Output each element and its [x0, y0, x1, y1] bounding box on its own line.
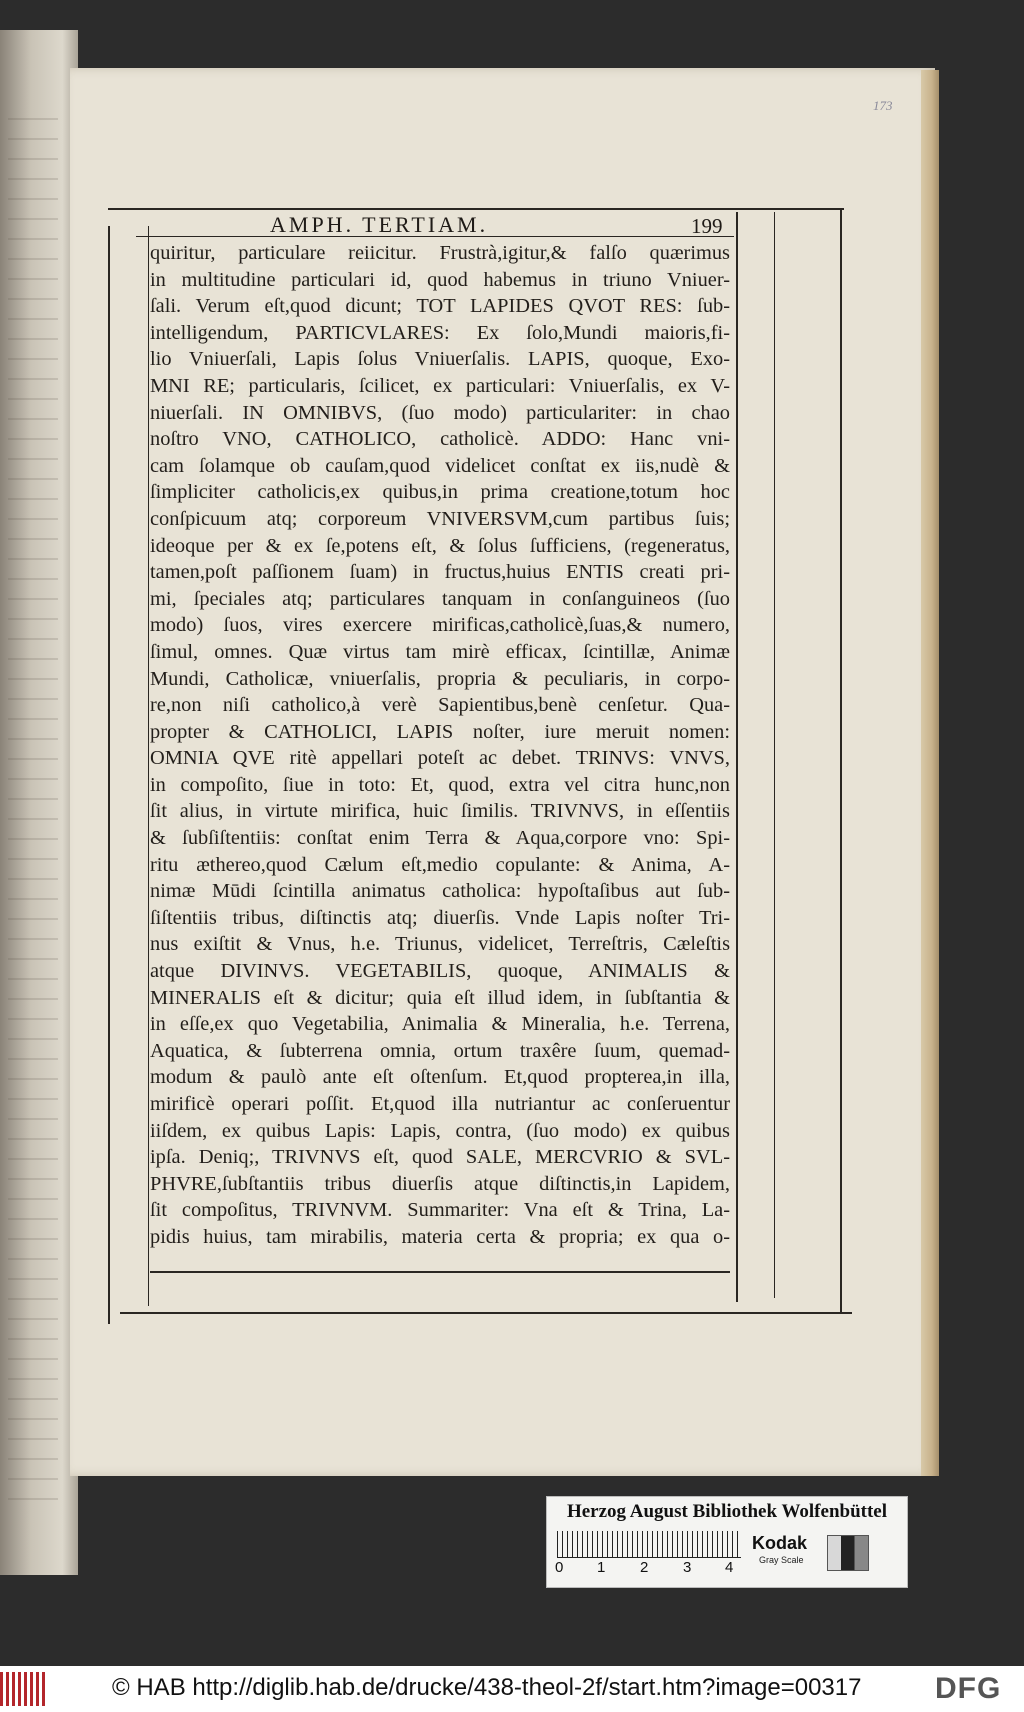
- text-line: nimæ Mūdi ſcintilla animatus catholica: hypoſtaſibus aut ſub-: [150, 880, 730, 903]
- ruler-number: 1: [597, 1559, 606, 1576]
- text-line: quiritur, particulare reiicitur. Frustrà,igitur,& falſo quærimus: [150, 242, 730, 264]
- text-line: ſit alius, in virtute mirifica, huic ſimilis. TRIVNVS, in eſſentiis: [150, 800, 730, 823]
- text-line: nus exiſtit & Vnus, h.e. Triunus, videlicet, Terreſtris, Cæleſtis: [150, 933, 730, 956]
- text-line: modo) ſuos, vires exercere mirificas,catholicè,ſuas,& numero,: [150, 614, 730, 637]
- text-line: ipſa. Deniq;, TRIVNVS eſt, quod SALE, MERCVRIO & SVL-: [150, 1146, 730, 1169]
- text-line: ſimpliciter catholicis,ex quibus,in prima creatione,totum hoc: [150, 481, 730, 504]
- text-line: ſali. Verum eſt,quod dicunt; TOT LAPIDES QVOT RES: ſub-: [150, 295, 730, 318]
- text-line: tamen,poſt paſſionem ſuam) in fructus,huius ENTIS creati pri-: [150, 561, 730, 584]
- text-line: mi, ſpeciales atq; particulares tanquam in conſanguineos (ſuo: [150, 587, 730, 610]
- text-line: lio Vniuerſali, Lapis ſolus Vniuerſalis. LAPIS, quoque, Exo-: [150, 348, 730, 371]
- target-title: Herzog August Bibliothek Wolfenbüttel: [566, 1501, 888, 1522]
- text-line: ideoque per & ex ſe,potens eſt, & ſolus ſufficiens, (regeneratus,: [150, 534, 730, 557]
- ruler-number: 4: [725, 1559, 734, 1576]
- footer-bar: [0, 1666, 1024, 1712]
- frame-rule-left-inner: [148, 226, 149, 1306]
- text-line: iiſdem, ex quibus Lapis: Lapis, contra, (ſuo modo) ex quibus: [150, 1119, 730, 1142]
- text-line: MNI RE; particularis, ſcilicet, ex particulari: Vniuerſalis, ex V-: [150, 374, 730, 397]
- dfg-logo: DFG: [935, 1672, 1002, 1705]
- text-line: atque DIVINVS. VEGETABILIS, quoque, ANIMALIS &: [150, 960, 730, 983]
- facing-page-edge: [0, 30, 78, 1575]
- measurement-ruler: [557, 1531, 741, 1558]
- text-line: in multitudine particulari id, quod habemus in triuno Vniuer-: [150, 268, 730, 291]
- kodak-brand: Kodak: [752, 1533, 808, 1553]
- text-line: OMNIA QVE ritè appellari poteſt ac debet. TRINVS: VNVS,: [150, 747, 730, 770]
- text-line: niuerſali. IN OMNIBVS, (ſuo modo) particulariter: in chao: [150, 401, 730, 424]
- frame-rule-left-outer: [108, 226, 110, 1324]
- text-line: in eſſe,ex quo Vegetabilia, Animalia & Mineralia, h.e. Terrena,: [150, 1013, 730, 1036]
- text-line: ſit compoſitus, TRIVNVM. Summariter: Vna eſt & Trina, La-: [150, 1199, 730, 1222]
- frame-rule-top: [108, 208, 844, 210]
- text-line: in compoſito, ſiue in toto: Et, quod, extra vel citra hunc,non: [150, 773, 730, 796]
- text-line: intelligendum, PARTICVLARES: Ex ſolo,Mundi maioris,fi-: [150, 321, 730, 344]
- frame-rule-bottom-inner: [150, 1271, 730, 1273]
- facing-page-text-shadow: [8, 100, 58, 1500]
- text-line: & ſubſiſtentiis: conſtat enim Terra & Aqua,corpore vno: Spi-: [150, 827, 730, 850]
- text-line: ſimul, omnes. Quæ virtus tam mirè efficax, ſcintillæ, Animæ: [150, 640, 730, 663]
- color-target-card: [546, 1496, 908, 1588]
- text-line: noſtro VNO, CATHOLICO, catholicè. ADDO: Hanc vni-: [150, 428, 730, 451]
- frame-rule-bottom: [120, 1312, 852, 1314]
- frame-rule-margin-left: [774, 212, 775, 1298]
- text-line: cam ſolamque ob cauſam,quod videlicet conſtat ex iis,nudè &: [150, 454, 730, 477]
- text-line: Mundi, Catholicæ, vniuerſalis, propria & peculiaris, in corpo-: [150, 667, 730, 690]
- text-line: PHVRE,ſubſtantiis tribus diuerſis atque diſtinctis,in Lapidem,: [150, 1172, 730, 1195]
- running-head: AMPH. TERTIAM.: [270, 212, 489, 237]
- frame-rule-margin-right: [840, 210, 842, 1312]
- ruler-number: 0: [555, 1559, 564, 1576]
- text-line: ritu æthereo,quod Cælum eſt,medio copulante: & Anima, A-: [150, 853, 730, 876]
- text-line: re,non niſi catholico,à verè Sapientibus,benè cenſetur. Qua-: [150, 694, 730, 717]
- ruler-number: 2: [640, 1559, 649, 1576]
- page-number: 199: [691, 214, 723, 238]
- text-line: modum & paulò ante eſt oſtenſum. Et,quod propterea,in illa,: [150, 1066, 730, 1089]
- frame-rule-right-inner: [736, 212, 738, 1302]
- text-line: mirificè operari poſſit. Et,quod illa nutriantur ac conſeruentur: [150, 1093, 730, 1115]
- text-line: MINERALIS eſt & dicitur; quia eſt illud idem, in ſubſtantia &: [150, 986, 730, 1009]
- text-line: Aquatica, & ſubterrena omnia, ortum traxêre ſuum, quemad-: [150, 1039, 730, 1062]
- handwritten-folio: 173: [873, 98, 893, 113]
- text-line: pidis huius, tam mirabilis, materia certa & propria; ex qua o-: [150, 1225, 730, 1248]
- footer-link[interactable]: © HAB http://diglib.hab.de/drucke/438-theol-2f/start.htm?image=00317: [112, 1674, 862, 1701]
- ruler-number: 3: [683, 1559, 692, 1576]
- page-edge: [921, 70, 939, 1476]
- hab-barcode-icon: [0, 1672, 46, 1706]
- text-line: ſiſtentiis tribus, diſtinctis atq; diuerſis. Vnde Lapis noſter Tri-: [150, 906, 730, 929]
- text-line: conſpicuum atq; corporeum VNIVERSVM,cum partibus ſuis;: [150, 507, 730, 530]
- gray-scale-patch: [827, 1535, 869, 1571]
- gray-scale-label: Gray Scale: [759, 1555, 804, 1565]
- text-line: propter & CATHOLICI, LAPIS noſter, iure meruit nomen:: [150, 720, 730, 743]
- body-text: [150, 240, 730, 1251]
